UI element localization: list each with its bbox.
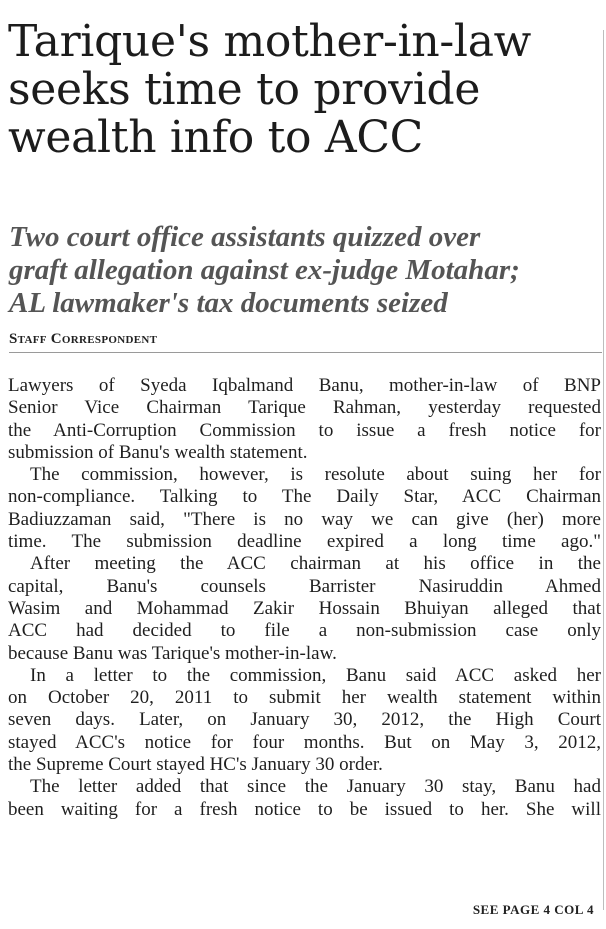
body-line: Lawyers of Syeda Iqbalmand Banu, mother-in-law of BNP bbox=[8, 375, 601, 396]
body-line: non-compliance. Talking to The Daily Star, ACC Chairman bbox=[8, 486, 601, 508]
body-line: capital, Banu's counsels Barrister Nasiruddin Ahmed bbox=[8, 575, 601, 597]
subheadline-line: AL lawmaker's tax documents seized bbox=[9, 287, 448, 319]
body-line: Badiuzzaman said, "There is no way we can give (her) more bbox=[8, 508, 601, 530]
body-line: After meeting the ACC chairman at his office in the bbox=[30, 553, 601, 575]
byline: Staff Correspondent bbox=[9, 331, 158, 347]
body-line: time. The submission deadline expired a long time ago." bbox=[8, 531, 601, 553]
headline-line: seeks time to provide bbox=[8, 64, 481, 115]
body-line: Senior Vice Chairman Tarique Rahman, yesterday requested bbox=[8, 397, 601, 419]
article-body bbox=[8, 375, 601, 821]
body-line: The letter added that since the January 30 stay, Banu had bbox=[30, 776, 601, 798]
body-line: In a letter to the commission, Banu said ACC asked her bbox=[30, 664, 601, 686]
body-line: submission of Banu's wealth statement. bbox=[8, 441, 308, 463]
body-line: because Banu was Tarique's mother-in-law. bbox=[8, 642, 337, 664]
body-line: stayed ACC's notice for four months. But on May 3, 2012, bbox=[8, 731, 601, 753]
headline-line: wealth info to ACC bbox=[8, 112, 424, 163]
headline-line: Tarique's mother-in-law bbox=[8, 16, 531, 67]
body-line: the Supreme Court stayed HC's January 30 order. bbox=[8, 754, 383, 776]
subheadline-line: Two court office assistants quizzed over bbox=[9, 221, 481, 253]
headline bbox=[8, 18, 600, 162]
body-line: the Anti-Corruption Commission to issue a fresh notice for bbox=[8, 419, 601, 441]
byline-divider bbox=[9, 352, 602, 353]
body-line: The commission, however, is resolute about suing her for bbox=[30, 464, 601, 486]
subheadline-line: graft allegation against ex-judge Motahar; bbox=[9, 254, 520, 286]
subheadline bbox=[9, 221, 599, 320]
body-line: been waiting for a fresh notice to be issued to her. She will bbox=[8, 798, 601, 820]
body-line: seven days. Later, on January 30, 2012, the High Court bbox=[8, 709, 601, 731]
column-rule bbox=[603, 30, 604, 910]
body-line: on October 20, 2011 to submit her wealth statement within bbox=[8, 687, 601, 709]
continuation-note: SEE PAGE 4 COL 4 bbox=[472, 902, 594, 917]
body-line: ACC had decided to file a non-submission case only bbox=[8, 620, 601, 642]
body-line: Wasim and Mohammad Zakir Hossain Bhuiyan alleged that bbox=[8, 597, 601, 619]
